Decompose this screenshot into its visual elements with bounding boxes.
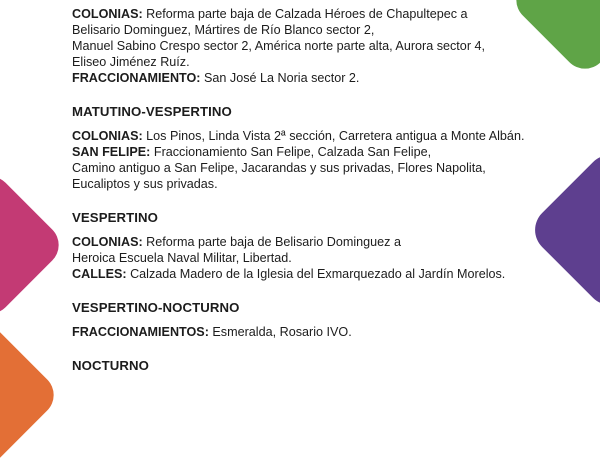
san-felipe-label: SAN FELIPE: — [72, 145, 151, 159]
fraccionamiento-line — [72, 70, 542, 86]
schedule-document — [72, 6, 542, 374]
fraccionamiento-label: FRACCIONAMIENTO: — [72, 71, 201, 85]
colonias-line-2: Belisario Dominguez, Mártires de Río Blanco sector 2, — [72, 23, 375, 37]
colonias-text: Reforma parte baja de Belisario Dominguez a — [142, 235, 401, 249]
fraccionamientos-label: FRACCIONAMIENTOS: — [72, 325, 209, 339]
colonias-label: COLONIAS: — [72, 7, 143, 21]
block-matutino-vespertino — [72, 128, 542, 192]
calles-label: CALLES: — [72, 267, 127, 281]
colonias-line-1 — [72, 234, 542, 250]
colonias-text: Los Pinos, Linda Vista 2ª sección, Carretera antigua a Monte Albán. — [142, 129, 525, 143]
block-colonias-1 — [72, 6, 542, 86]
heading-vespertino: VESPERTINO — [72, 210, 159, 225]
colonias-line-3: Manuel Sabino Crespo sector 2, América norte parte alta, Aurora sector 4, — [72, 39, 486, 53]
colonias-line-4: Eliseo Jiménez Ruíz. — [72, 55, 190, 69]
heading-nocturno: NOCTURNO — [72, 358, 149, 373]
fraccionamiento-text: San José La Noria sector 2. — [200, 71, 360, 85]
block-vespertino-nocturno — [72, 324, 542, 340]
san-felipe-line-2: Camino antiguo a San Felipe, Jacarandas y sus privadas, Flores Napolita, — [72, 161, 486, 175]
heading-vespertino-nocturno: VESPERTINO-NOCTURNO — [72, 300, 240, 315]
decorative-pink-shape — [0, 167, 68, 323]
colonias-line-1 — [72, 6, 542, 22]
calles-text: Calzada Madero de la Iglesia del Exmarquezado al Jardín Morelos. — [126, 267, 506, 281]
san-felipe-line-3: Eucaliptos y sus privadas. — [72, 177, 218, 191]
heading-matutino-vespertino: MATUTINO-VESPERTINO — [72, 104, 232, 119]
colonias-text: Reforma parte baja de Calzada Héroes de Chapultepec a — [142, 7, 468, 21]
colonias-label: COLONIAS: — [72, 129, 143, 143]
fraccionamientos-line — [72, 324, 542, 340]
block-vespertino — [72, 234, 542, 282]
san-felipe-text: Fraccionamiento San Felipe, Calzada San Felipe, — [150, 145, 432, 159]
colonias-line — [72, 128, 542, 144]
fraccionamientos-text: Esmeralda, Rosario IVO. — [208, 325, 352, 339]
san-felipe-line-1 — [72, 144, 542, 160]
colonias-label: COLONIAS: — [72, 235, 143, 249]
calles-line — [72, 266, 542, 282]
colonias-line-2: Heroica Escuela Naval Militar, Libertad. — [72, 251, 292, 265]
decorative-orange-shape — [0, 317, 63, 473]
